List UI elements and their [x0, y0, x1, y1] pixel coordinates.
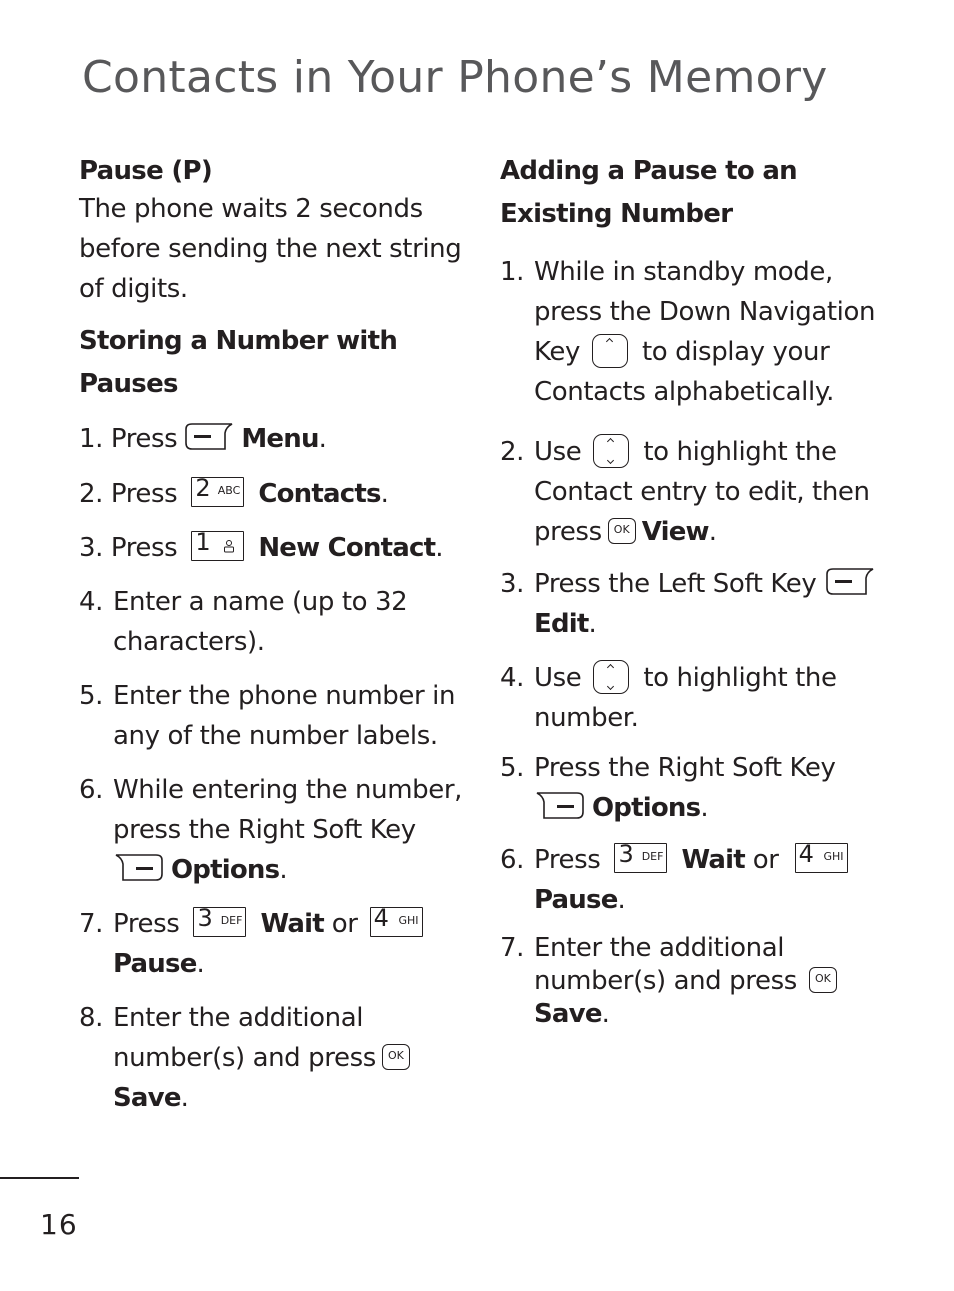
step-text: Press — [110, 533, 178, 563]
step-text: Use — [534, 663, 582, 693]
pause-heading: Pause (P) — [79, 156, 213, 186]
punctuation: . — [318, 424, 327, 454]
key-digit: 3 — [197, 903, 213, 932]
ok-key-icon — [608, 518, 636, 544]
punctuation: . — [435, 533, 444, 563]
step-number: 7. — [79, 909, 104, 939]
step-text: to highlight the Contact entry to edit, then press — [534, 437, 870, 547]
save-label: Save — [113, 1083, 181, 1113]
step-text: Enter the additional number(s) and press — [534, 933, 797, 996]
navigation-key-icon — [593, 434, 629, 468]
key-letters: GHI — [398, 913, 419, 927]
ok-key-label: OK — [814, 971, 831, 985]
step-text: or — [752, 845, 779, 875]
edit-label: Edit — [534, 609, 589, 639]
options-label: Options — [592, 793, 701, 823]
right-soft-key-icon — [534, 790, 586, 822]
left-soft-key-icon — [183, 421, 235, 453]
left-soft-key-icon — [824, 566, 876, 598]
punctuation: . — [279, 855, 288, 885]
left-step-6 — [79, 770, 464, 890]
page-title: Contacts in Your Phone’s Memory — [82, 52, 828, 103]
step-number: 6. — [500, 845, 525, 875]
right-step-4 — [500, 658, 900, 738]
right-step-5 — [500, 748, 900, 828]
voicemail-icon — [223, 539, 235, 553]
pause-label: Pause — [534, 885, 618, 915]
step-text: While in standby mode, press the Down Navigation Key — [534, 257, 876, 367]
step-number: 6. — [79, 775, 104, 805]
pause-description: The phone waits 2 seconds before sending the next string of digits. — [79, 194, 462, 304]
key-letters: GHI — [823, 849, 844, 863]
step-text: Use — [534, 437, 582, 467]
left-step-7 — [79, 904, 464, 984]
step-number: 1. — [500, 257, 525, 287]
step-text: to display your Contacts alphabetically. — [534, 337, 834, 407]
step-number: 3. — [500, 569, 525, 599]
step-number: 5. — [500, 753, 525, 783]
view-label: View — [641, 517, 709, 547]
right-column — [500, 150, 900, 1031]
step-number: 2. — [79, 479, 104, 509]
ok-key-icon — [382, 1044, 410, 1070]
step-number: 4. — [500, 663, 525, 693]
new-contact-label: New Contact — [258, 533, 436, 563]
down-navigation-key-icon — [592, 334, 628, 368]
key-letters: ABC — [217, 483, 241, 497]
step-number: 4. — [79, 587, 104, 617]
punctuation: . — [196, 949, 205, 979]
left-step-5 — [79, 676, 464, 756]
storing-heading: Storing a Number with Pauses — [79, 326, 398, 399]
right-step-2 — [500, 432, 900, 552]
menu-label: Menu — [241, 424, 319, 454]
left-step-4 — [79, 582, 464, 662]
navigation-key-icon — [593, 660, 629, 694]
punctuation: . — [617, 885, 626, 915]
key-letters: DEF — [220, 913, 243, 927]
existing-number-heading: Adding a Pause to an Existing Number — [500, 156, 797, 229]
punctuation: . — [180, 1083, 189, 1113]
right-step-1 — [500, 252, 900, 412]
key-letters: DEF — [641, 849, 664, 863]
save-label: Save — [534, 999, 602, 1029]
punctuation: . — [380, 479, 389, 509]
step-text: Press — [534, 845, 601, 875]
step-number: 5. — [79, 681, 104, 711]
wait-label: Wait — [260, 909, 324, 939]
step-text: or — [331, 909, 358, 939]
wait-label: Wait — [681, 845, 745, 875]
step-number: 2. — [500, 437, 525, 467]
key-4-icon — [370, 903, 423, 937]
step-text: Press the Right Soft Key — [534, 753, 836, 783]
key-digit: 1 — [195, 527, 211, 556]
key-2-icon — [191, 473, 244, 507]
key-digit: 3 — [618, 839, 634, 868]
key-1-voicemail-icon — [191, 527, 244, 561]
step-text: While entering the number, press the Right Soft Key — [113, 775, 462, 845]
punctuation: . — [708, 517, 717, 547]
left-step-3 — [79, 528, 464, 568]
step-number: 7. — [500, 933, 525, 963]
contacts-label: Contacts — [258, 479, 381, 509]
step-text: Press — [110, 424, 178, 454]
step-text: Enter a name (up to 32 characters). — [113, 587, 408, 657]
left-column — [79, 150, 464, 1118]
step-number: 3. — [79, 533, 104, 563]
right-step-6 — [500, 840, 900, 920]
right-soft-key-icon — [113, 852, 165, 884]
step-text: Press — [113, 909, 180, 939]
ok-key-label: OK — [387, 1048, 404, 1062]
left-step-2 — [79, 474, 464, 514]
key-digit: 4 — [373, 903, 389, 932]
key-4-icon — [795, 839, 848, 873]
punctuation: . — [601, 999, 610, 1029]
ok-key-icon — [809, 967, 837, 993]
page-number: 16 — [40, 1208, 78, 1241]
ok-key-label: OK — [613, 522, 630, 536]
right-step-3 — [500, 564, 900, 644]
left-step-8 — [79, 998, 464, 1118]
key-3-icon — [614, 839, 667, 873]
punctuation: . — [700, 793, 709, 823]
options-label: Options — [171, 855, 280, 885]
step-text: Press the Left Soft Key — [534, 569, 817, 599]
step-text: Press — [110, 479, 178, 509]
step-text: Enter the additional number(s) and press — [113, 1003, 376, 1073]
punctuation: . — [588, 609, 597, 639]
key-digit: 4 — [798, 839, 814, 868]
step-number: 8. — [79, 1003, 104, 1033]
pause-label: Pause — [113, 949, 197, 979]
step-text: Enter the phone number in any of the number labels. — [113, 681, 456, 751]
step-number: 1. — [79, 424, 104, 454]
key-digit: 2 — [195, 473, 211, 502]
footer-rule — [0, 1177, 79, 1179]
step-text: to highlight the number. — [534, 663, 837, 733]
left-step-1 — [79, 419, 464, 459]
right-step-7 — [500, 932, 900, 1031]
key-3-icon — [193, 903, 246, 937]
